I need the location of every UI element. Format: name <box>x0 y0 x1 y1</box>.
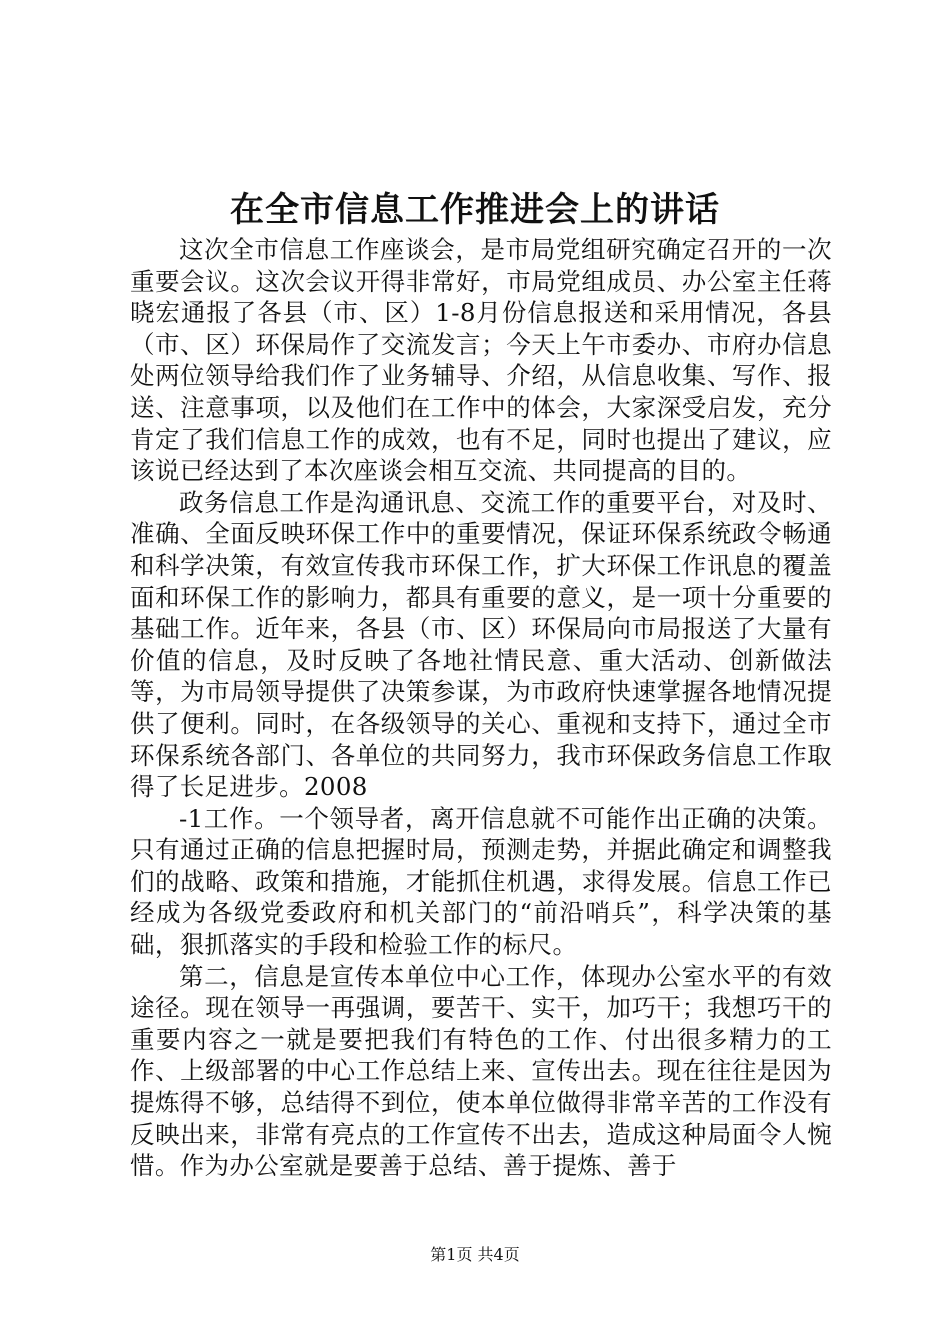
page-number-footer: 第1页 共4页 <box>430 1245 520 1264</box>
paragraph-2: 政务信息工作是沟通讯息、交流工作的重要平台，对及时、准确、全面反映环保工作中的重要情况，保证环保系统政令畅通和科学决策，有效宣传我市环保工作，扩大环保工作讯息的覆盖面和环保工作的影响力，都具有重要的意义，是一项十分重要的基础工作。近年来，各县（市、区）环保局向市局报送了大量有价值的信息，及时反映了各地社情民意、重大活动、创新做法等，为市局领导提供了决策参谋，为市政府快速掌握各地情况提供了便利。同时，在各级领导的关心、重视和支持下，通过全市环保系统各部门、各单位的共同努力，我市环保政务信息工作取得了长足进步。2008 <box>130 487 832 802</box>
paragraph-1: 这次全市信息工作座谈会，是市局党组研究确定召开的一次重要会议。这次会议开得非常好，市局党组成员、办公室主任蒋晓宏通报了各县（市、区）1-8月份信息报送和采用情况，各县（市、区）环保局作了交流发言；今天上午市委办、市府办信息处两位领导给我们作了业务辅导、介绍，从信息收集、写作、报送、注意事项，以及他们在工作中的体会，大家深受启发，充分肯定了我们信息工作的成效，也有不足，同时也提出了建议，应该说已经达到了本次座谈会相互交流、共同提高的目的。 <box>130 235 832 486</box>
paragraph-3: -1工作。一个领导者，离开信息就不可能作出正确的决策。只有通过正确的信息把握时局，预测走势，并据此确定和调整我们的战略、政策和措施，才能抓住机遇，求得发展。信息工作已经成为各级党委政府和机关部门的“前沿哨兵”，科学决策的基础，狠抓落实的手段和检验工作的标尺。 <box>130 803 832 960</box>
document-title: 在全市信息工作推进会上的讲话 <box>230 190 720 230</box>
document-body <box>130 234 832 1182</box>
paragraph-4: 第二，信息是宣传本单位中心工作，体现办公室水平的有效途径。现在领导一再强调，要苦干、实干，加巧干；我想巧干的重要内容之一就是要把我们有特色的工作、付出很多精力的工作、上级部署的中心工作总结上来、宣传出去。现在往往是因为提炼得不够，总结得不到位，使本单位做得非常辛苦的工作没有反映出来，非常有亮点的工作宣传不出去，造成这种局面令人惋惜。作为办公室就是要善于总结、善于提炼、善于 <box>130 961 832 1181</box>
